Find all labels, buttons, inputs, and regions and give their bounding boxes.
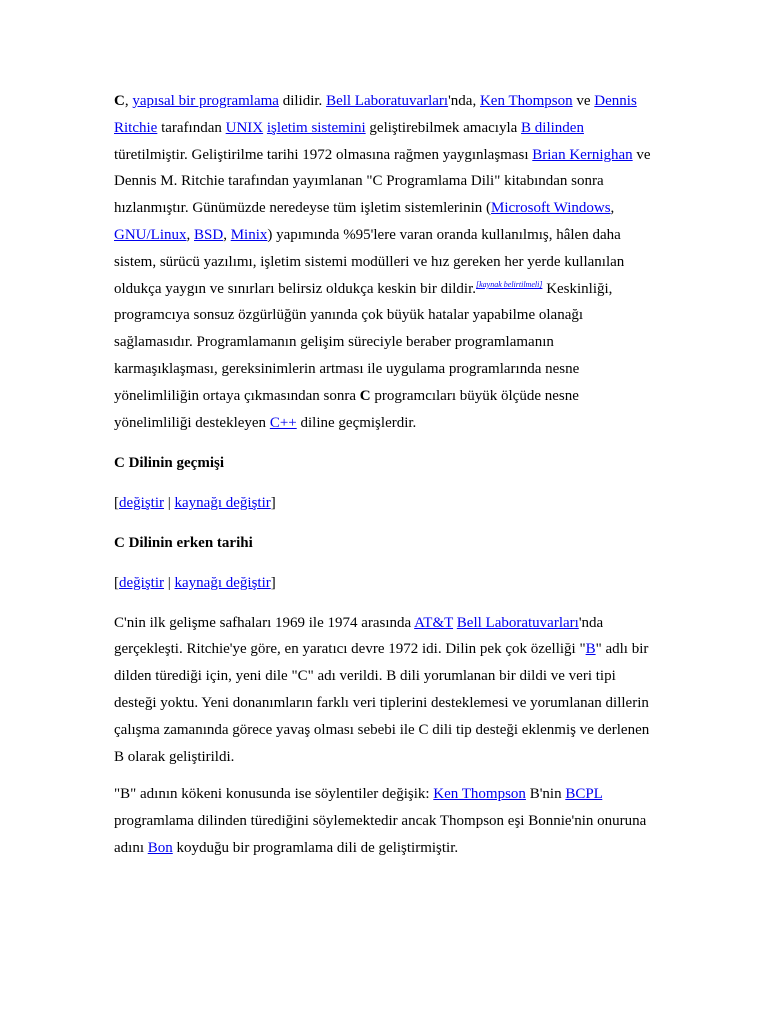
text-run: ,: [186, 226, 194, 243]
edit-separator: |: [164, 574, 175, 591]
link-isletim-sistemini[interactable]: işletim sistemini: [266, 119, 366, 136]
edit-separator: |: [164, 495, 175, 512]
text-run: programcıları büyük ölçüde nesne yönelimliliği destekleyen: [114, 387, 579, 431]
intro-paragraph: [114, 88, 659, 436]
link-bon[interactable]: Bon: [147, 839, 173, 856]
text-run: diline geçmişlerdir.: [296, 414, 417, 431]
link-unix[interactable]: UNIX: [225, 119, 264, 136]
text-run: C'nin ilk gelişme safhaları 1969 ile 1974 arasında: [114, 614, 415, 631]
text-run: tarafından: [157, 119, 226, 136]
text-run: ,: [124, 93, 133, 109]
link-bell-laboratuvarlari[interactable]: Bell Laboratuvarları: [326, 93, 449, 109]
link-b-dilinden[interactable]: B dilinden: [521, 119, 584, 136]
edit-links-early-history: [114, 570, 659, 597]
text-run: ,: [223, 226, 231, 243]
text-run: ve: [572, 93, 595, 109]
link-c[interactable]: C++: [269, 414, 297, 431]
text-run: ve Dennis M. Ritchie tarafından yayımlanan "C Programlama Dili" kitabından sonra hızlanmıştır. Günümüzde neredeyse tüm işletim sistemlerinin (: [114, 146, 651, 217]
link-brian-kernighan[interactable]: Brian Kernighan: [532, 146, 633, 163]
edit-link[interactable]: değiştir: [119, 574, 164, 591]
text-run: "B" adının kökeni konusunda ise söylentiler değişik:: [114, 786, 434, 803]
bold-text: C: [114, 93, 125, 109]
link-b[interactable]: B: [585, 641, 596, 658]
link-bcpl[interactable]: BCPL: [565, 786, 603, 803]
link-ken-thompson[interactable]: Ken Thompson: [479, 93, 573, 109]
text-run: Keskinliği, programcıya sonsuz özgürlüğün yanında çok büyük hatalar yapabilme olanağı sağlamasıdır. Programlamanın gelişim süreciyle beraber programlamanın karmaşıklaşması, gereksinimlerin artması ile uygulama programlarında nesne yönelimliliğin ortaya çıkmasından sonra: [114, 280, 613, 404]
link-dennis-ritchie[interactable]: Dennis Ritchie: [114, 93, 637, 136]
edit-source-link[interactable]: kaynağı değiştir: [174, 495, 271, 512]
section-heading-early-history: C Dilinin erken tarihi: [114, 534, 253, 551]
text-run: koyduğu bir programlama dili de geliştirmiştir.: [172, 839, 459, 856]
edit-links-history: [114, 490, 659, 517]
text-run: geliştirebilmek amacıyla: [365, 119, 522, 136]
text-run: dilidir.: [278, 93, 327, 109]
text-run: 'nda,: [448, 93, 480, 109]
b-name-origin-paragraph: [114, 781, 659, 861]
link-at-t[interactable]: AT&T: [414, 614, 454, 631]
bold-text: C: [359, 387, 371, 404]
bracket-open: [: [114, 574, 119, 591]
citation-needed[interactable]: [476, 280, 542, 289]
text-run: ) yapımında %95'lere varan oranda kullanılmış, hâlen daha sistem, sürücü yazılımı, işletim sistemi modülleri ve hız gereken her yerde kullanılan oldukça yaygın ve sınırları belirsiz oldukça keskin bir dildir.: [114, 226, 625, 297]
bracket-close: ]: [270, 574, 276, 591]
text-run: B'nin: [525, 786, 566, 803]
text-run: türetilmiştir. Geliştirilme tarihi 1972 olmasına rağmen yaygınlaşması: [114, 146, 533, 163]
text-run: " adlı bir dilden türediği için, yeni dile "C" adı verildi. B dili yorumlanan bir dildi ve veri tipi desteği yoktu. Yeni donanımların farklı veri tiplerini desteklemesi ve yorumlanan dillerin çalışma zamanında görece yavaş olması sebebi ile C dili tip desteği eklenmiş ve derlenen B olarak geliştirildi.: [114, 641, 650, 765]
link-bell-laboratuvarlari[interactable]: Bell Laboratuvarları: [456, 614, 579, 631]
text-run: programlama dilinden türediğini söylemektedir ancak Thompson eşi Bonnie'nin onuruna adını: [114, 813, 647, 856]
link-minix[interactable]: Minix: [230, 226, 268, 243]
edit-link[interactable]: değiştir: [119, 495, 164, 512]
link-gnu-linux[interactable]: GNU/Linux: [114, 226, 187, 243]
text-run: 'nda gerçekleşti. Ritchie'ye göre, en yaratıcı devre 1972 idi. Dilin pek çok özelliği ": [114, 614, 604, 658]
link-microsoft-windows[interactable]: Microsoft Windows: [491, 200, 611, 217]
link-yapisal-bir-programlama[interactable]: yapısal bir programlama: [132, 93, 279, 109]
link-ken-thompson[interactable]: Ken Thompson: [433, 786, 526, 803]
bracket-open: [: [114, 495, 119, 512]
section-heading-history: C Dilinin geçmişi: [114, 455, 225, 472]
citation-needed-link[interactable]: [kaynak belirtilmeli]: [476, 279, 543, 289]
edit-source-link[interactable]: kaynağı değiştir: [174, 574, 271, 591]
article-body: [114, 88, 659, 873]
link-bsd[interactable]: BSD: [194, 226, 224, 243]
bracket-close: ]: [270, 495, 276, 512]
early-history-paragraph: [114, 610, 659, 771]
text-run: ,: [610, 200, 615, 217]
